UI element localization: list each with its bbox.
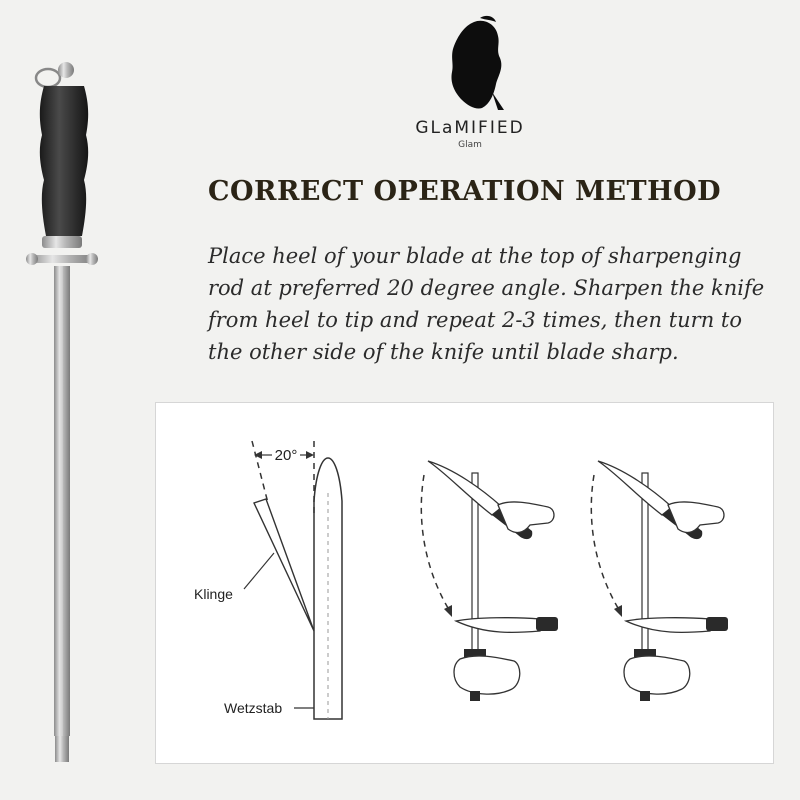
- sharpen-step-1: [421, 461, 558, 701]
- ferrule: [42, 236, 82, 248]
- brand-name: GLaMIFIED: [415, 118, 525, 138]
- brand-subtitle: Glam: [458, 140, 482, 150]
- hand-guard: [30, 255, 94, 263]
- woman-silhouette-icon: [440, 14, 510, 110]
- blade-wedge: [254, 499, 314, 631]
- rod-label: Wetzstab: [224, 700, 283, 716]
- operation-diagram: [155, 402, 774, 764]
- angle-diagram: [194, 441, 342, 719]
- rod-handle: [40, 86, 88, 236]
- angle-label: 20°: [274, 447, 298, 464]
- end-cap: [58, 62, 74, 78]
- rod-tip: [55, 736, 69, 762]
- hanging-ring: [36, 69, 60, 87]
- sharpening-rod-image: [0, 0, 130, 800]
- sharpen-step-2: [591, 461, 728, 701]
- page-title: CORRECT OPERATION METHOD: [208, 176, 722, 207]
- blade-label: Klinge: [194, 586, 233, 602]
- instructions-text: Place heel of your blade at the top of sharpenging rod at preferred 20 degree angle. Sharpen the knife from heel to tip and repeat 2-3 times, then turn to the other side of the knife until blade sharp.: [208, 244, 765, 364]
